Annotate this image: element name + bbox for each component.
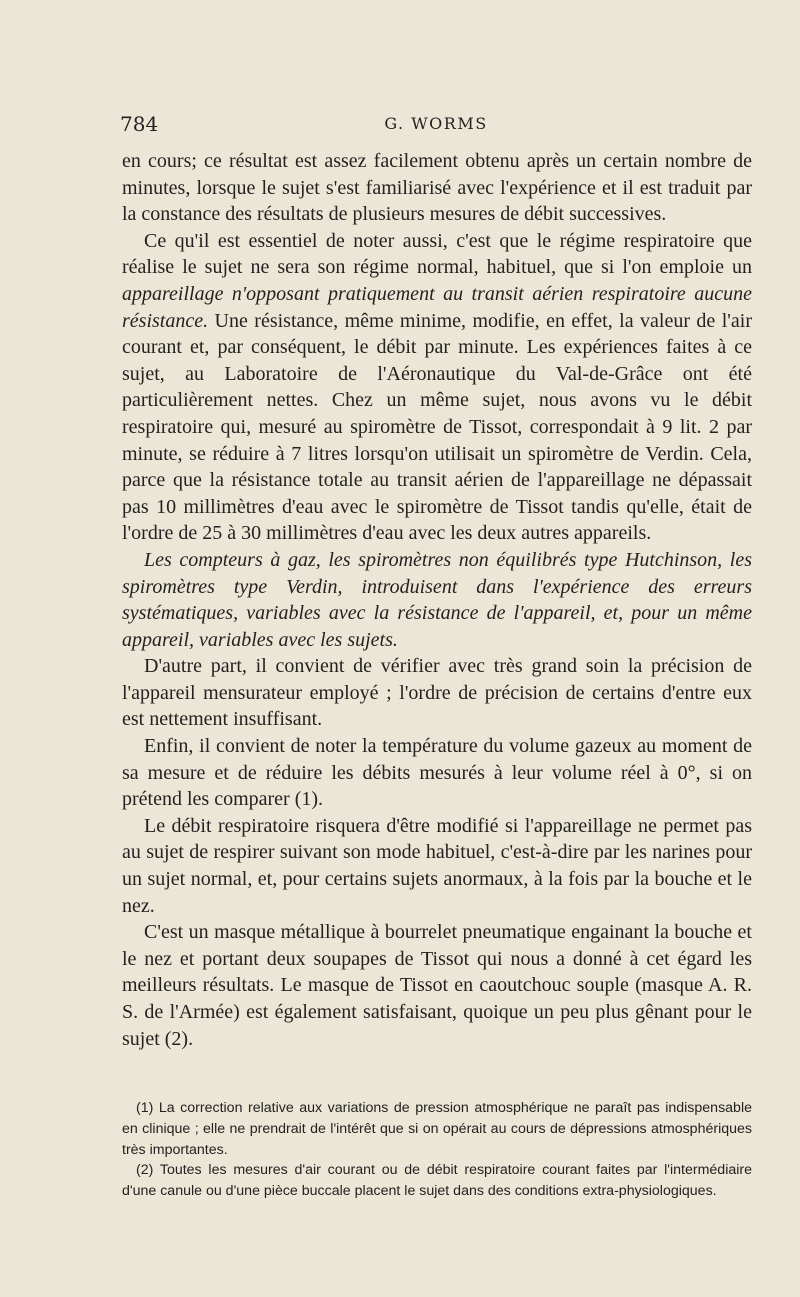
italic-paragraph: Les compteurs à gaz, les spiromètres non équilibrés type Hutchinson, les spiromètres type Verdin, introduisent dans l'expérience des erreurs systématiques, variables avec la résistance de l'appareil, et, pour un même appareil, variables avec les sujets. [122,548,752,651]
paragraph [122,228,752,547]
page-number: 784 [120,112,159,136]
paragraph-text: Ce qu'il est essentiel de noter aussi, c'est que le régime respiratoire que réalise le sujet ne sera son régime normal, habituel, que si l'on emploie un [122,229,752,279]
emphasized-text: appareillage n'opposant pratiquement au transit aérien respiratoire aucune résistance. [122,282,752,332]
running-head: G. WORMS [384,114,488,133]
paragraph: Enfin, il convient de noter la température du volume gazeux au moment de sa mesure et de réduire les débits mesurés à leur volume réel à 0°, si on prétend les comparer (1). [122,735,752,811]
body-text [122,148,752,1052]
paragraph-text: Une résistance, même minime, modifie, en effet, la valeur de l'air courant et, par conséquent, le débit par minute. Les expériences faites à ce sujet, au Laboratoire de l'Aéronautique du Val-de-Grâce ont été particulièrement nettes. Chez un même sujet, nous avons vu le débit respiratoire qui, mesuré au spiromètre de Tissot, correspondait à 9 lit. 2 par minute, se réduire à 7 litres lorsqu'on utilisait un spiromètre de Verdin. Cela, parce que la résistance totale au transit aérien de l'appareillage ne dépassait pas 10 millimètres d'eau avec le spiromètre de Tissot tandis qu'elle, était de l'ordre de 25 à 30 millimètres d'eau avec les deux autres appareils. [122,309,752,545]
footnote: (1) La correction relative aux variations de pression atmosphérique ne paraît pas indispensable en clinique ; elle ne prendrait de l'intérêt que si on opérait au cours de dépressions atmosphériques très importantes. [122,1100,752,1158]
paragraph: C'est un masque métallique à bourrelet pneumatique engainant la bouche et le nez et portant deux soupapes de Tissot qui nous a donné à cet égard les meilleurs résultats. Le masque de Tissot en caoutchouc souple (masque A. R. S. de l'Armée) est également satisfaisant, quoique un peu plus gênant pour le sujet (2). [122,921,752,1050]
paragraph: en cours; ce résultat est assez facilement obtenu après un certain nombre de minutes, lorsque le sujet s'est familiarisé avec l'expérience et il est traduit par la constance des résultats de plusieurs mesures de débit successives. [122,150,752,226]
footnotes [122,1098,752,1202]
paragraph: Le débit respiratoire risquera d'être modifié si l'appareillage ne permet pas au sujet de respirer suivant son mode habituel, c'est-à-dire par les narines pour un sujet normal, et, pour certains sujets anormaux, à la fois par la bouche et le nez. [122,814,752,917]
page-header [120,112,752,140]
paragraph: D'autre part, il convient de vérifier avec très grand soin la précision de l'appareil mensurateur employé ; l'ordre de précision de certains d'entre eux est nettement insuffisant. [122,655,752,731]
footnote: (2) Toutes les mesures d'air courant ou de débit respiratoire courant faites par l'intermédiaire d'une canule ou d'une pièce buccale placent le sujet dans des conditions extra-physiologiques. [122,1162,752,1200]
